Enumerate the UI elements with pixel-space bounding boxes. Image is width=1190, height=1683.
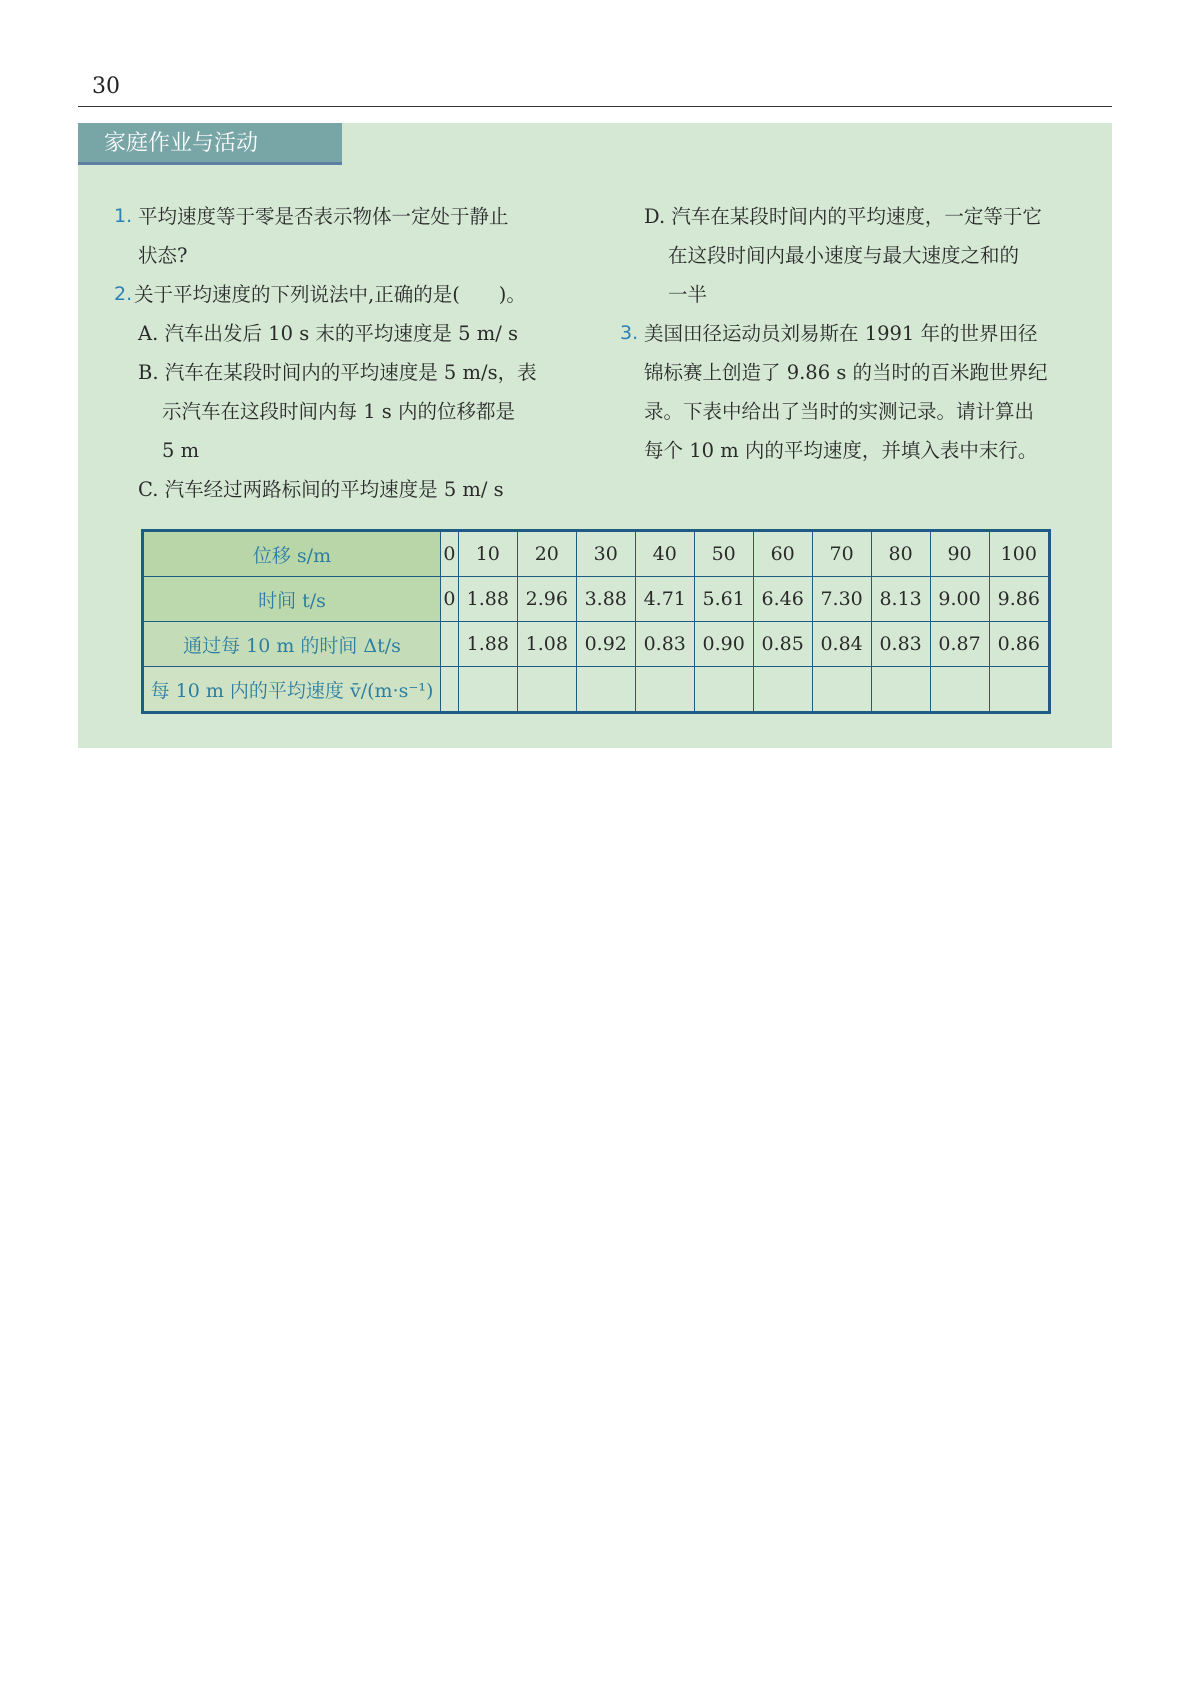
table-cell xyxy=(517,667,576,713)
option-d xyxy=(620,197,1090,314)
table-cell: 0.92 xyxy=(576,622,635,667)
question-3-line-3: 录。下表中给出了当时的实测记录。请计算出 xyxy=(644,400,1035,423)
page-number: 30 xyxy=(92,74,120,99)
option-d-line-1: D. 汽车在某段时间内的平均速度，一定等于它 xyxy=(644,205,1042,228)
table-cell: 6.46 xyxy=(753,577,812,622)
question-2-stem: 关于平均速度的下列说法中,正确的是( )。 xyxy=(134,283,526,306)
table-cell: 90 xyxy=(930,531,989,577)
table-row-average-velocity xyxy=(143,667,1050,713)
table-cell: 80 xyxy=(871,531,930,577)
table-cell xyxy=(812,667,871,713)
table-row-interval-time xyxy=(143,622,1050,667)
table-cell: 0.83 xyxy=(871,622,930,667)
table-row-time xyxy=(143,577,1050,622)
table-cell xyxy=(635,667,694,713)
table-cell xyxy=(930,667,989,713)
table-cell: 7.30 xyxy=(812,577,871,622)
option-d-line-2: 在这段时间内最小速度与最大速度之和的 xyxy=(668,244,1020,267)
table-cell: 100 xyxy=(989,531,1049,577)
question-1-line-1: 平均速度等于零是否表示物体一定处于静止 xyxy=(138,205,509,228)
option-a: A. 汽车出发后 10 s 末的平均速度是 5 m/ s xyxy=(138,322,518,345)
table-cell: 2.96 xyxy=(517,577,576,622)
question-2 xyxy=(114,275,594,314)
table-cell xyxy=(441,622,459,667)
table-cell: 1.88 xyxy=(458,577,517,622)
homework-panel xyxy=(78,123,1112,748)
table-cell: 1.88 xyxy=(458,622,517,667)
row-label-interval-time: 通过每 10 m 的时间 Δt/s xyxy=(143,622,441,667)
table-cell: 4.71 xyxy=(635,577,694,622)
table-cell: 60 xyxy=(753,531,812,577)
question-1 xyxy=(114,197,594,275)
option-b-line-1: B. 汽车在某段时间内的平均速度是 5 m/s，表 xyxy=(138,361,537,384)
table-cell xyxy=(458,667,517,713)
table-cell: 0.87 xyxy=(930,622,989,667)
section-title: 家庭作业与活动 xyxy=(78,123,342,165)
header-rule xyxy=(78,106,1112,107)
table-cell xyxy=(753,667,812,713)
table-cell: 9.00 xyxy=(930,577,989,622)
table-cell: 0.86 xyxy=(989,622,1049,667)
table-cell xyxy=(871,667,930,713)
option-b-line-2: 示汽车在这段时间内每 1 s 内的位移都是 xyxy=(162,400,516,423)
table-cell xyxy=(989,667,1049,713)
table-cell: 0.84 xyxy=(812,622,871,667)
table-cell: 3.88 xyxy=(576,577,635,622)
table-cell: 0 xyxy=(441,531,459,577)
table-cell xyxy=(694,667,753,713)
row-label-displacement: 位移 s/m xyxy=(143,531,441,577)
table-cell: 0.90 xyxy=(694,622,753,667)
question-3-number: 3. xyxy=(620,322,639,344)
table-cell: 30 xyxy=(576,531,635,577)
table-cell: 5.61 xyxy=(694,577,753,622)
row-label-time: 时间 t/s xyxy=(143,577,441,622)
question-2-number: 2. xyxy=(114,283,133,305)
table-cell xyxy=(441,667,459,713)
row-label-average-velocity: 每 10 m 内的平均速度 v̄/(m·s⁻¹) xyxy=(143,667,441,713)
table-cell: 0.83 xyxy=(635,622,694,667)
question-1-number: 1. xyxy=(114,205,133,227)
option-d-line-3: 一半 xyxy=(668,283,708,306)
question-1-line-2: 状态? xyxy=(138,244,188,267)
question-3 xyxy=(620,314,1090,470)
question-3-line-1: 美国田径运动员刘易斯在 1991 年的世界田径 xyxy=(644,322,1038,345)
table-cell: 8.13 xyxy=(871,577,930,622)
table-cell: 0.85 xyxy=(753,622,812,667)
question-3-line-2: 锦标赛上创造了 9.86 s 的当时的百米跑世界纪 xyxy=(644,361,1048,384)
option-c: C. 汽车经过两路标间的平均速度是 5 m/ s xyxy=(138,478,504,501)
question-3-line-4: 每个 10 m 内的平均速度，并填入表中末行。 xyxy=(644,439,1038,462)
table-cell xyxy=(576,667,635,713)
table-cell: 70 xyxy=(812,531,871,577)
table-cell: 50 xyxy=(694,531,753,577)
table-cell: 40 xyxy=(635,531,694,577)
table-cell: 10 xyxy=(458,531,517,577)
sprint-record-table xyxy=(141,529,1051,714)
table-cell: 20 xyxy=(517,531,576,577)
table-cell: 9.86 xyxy=(989,577,1049,622)
option-b xyxy=(114,353,594,470)
option-b-line-3: 5 m xyxy=(162,439,200,462)
left-column xyxy=(114,197,594,509)
table-row-displacement xyxy=(143,531,1050,577)
table-cell: 0 xyxy=(441,577,459,622)
table-cell: 1.08 xyxy=(517,622,576,667)
right-column xyxy=(620,197,1090,470)
